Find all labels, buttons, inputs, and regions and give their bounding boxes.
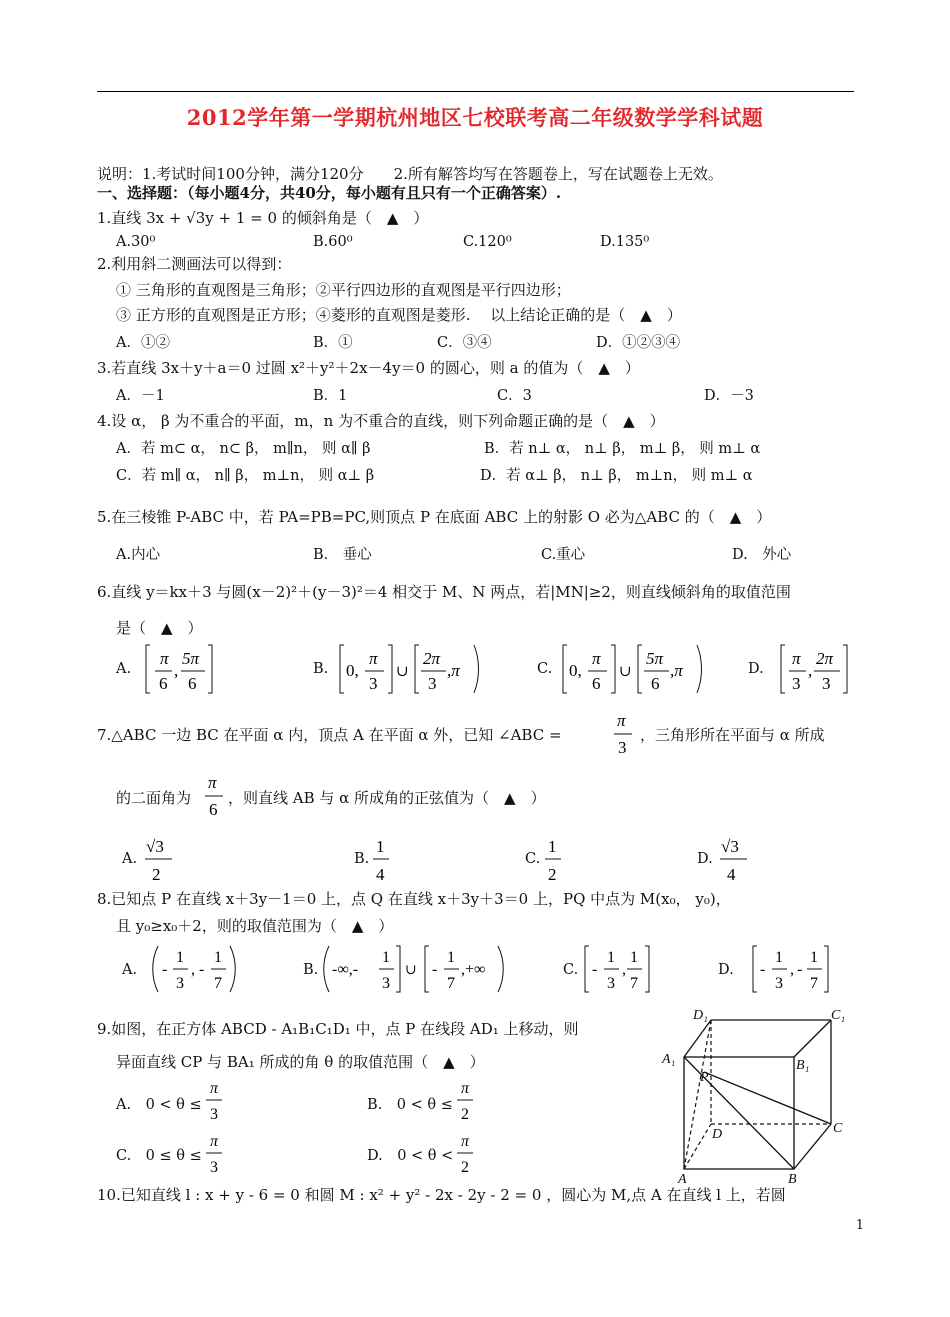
svg-text:6: 6 [209, 800, 218, 819]
q7-options-math [0, 828, 950, 888]
question-2-stem: 2.利用斜二测画法可以得到： [97, 255, 292, 273]
math-neg: - [199, 961, 205, 978]
label-c: C [833, 1121, 843, 1136]
math-2: 2 [152, 865, 161, 884]
q6-option-b: B. [313, 661, 329, 677]
label-d1: D₁ [693, 1008, 708, 1023]
math-3: 3 [607, 975, 615, 992]
math-3: 3 [428, 674, 437, 693]
q5-option-c: C.重心 [541, 547, 586, 563]
question-8-stem: 8.已知点 P 在直线 x＋3y－1＝0 上，点 Q 在直线 x＋3y＋3＝0 上，PQ 中点为 M(x₀， y₀)， [97, 890, 731, 908]
math-1: 1 [176, 949, 184, 966]
q1-option-c: C.120⁰ [463, 234, 512, 250]
top-rule [97, 91, 854, 92]
math-1: 1 [447, 949, 455, 966]
math-6: 6 [651, 674, 660, 693]
math-cup: ∪ [405, 963, 417, 978]
math-pi: π [592, 649, 601, 668]
q2-option-c: C．③④ [437, 335, 492, 351]
q4-option-a: A．若 m⊂ α， n⊂ β， m∥n， 则 α∥ β [116, 441, 371, 457]
q7-option-b: B. [354, 851, 370, 867]
math-comma: , [790, 961, 794, 978]
line-pc [704, 1072, 831, 1124]
math-1: 1 [548, 837, 557, 856]
math-2: 2 [461, 1159, 469, 1176]
edge-a1d1 [684, 1020, 711, 1057]
math-2: 2 [461, 1106, 469, 1123]
math-7: 7 [630, 975, 638, 992]
q7-option-d: D. [697, 851, 713, 867]
question-7-stem2-a: 的二面角为 [116, 789, 192, 807]
q2-line-1: ① 三角形的直观图是三角形；②平行四边形的直观图是平行四边形； [116, 281, 571, 299]
svg-text:π: π [617, 711, 626, 730]
bracket [146, 645, 212, 693]
math-7: 7 [447, 975, 455, 992]
question-6-stem-2: 是（ ▲ ） [116, 619, 203, 637]
math-zero: 0, [346, 661, 359, 680]
q6-options-math [0, 640, 950, 700]
label-a1: A₁ [662, 1052, 676, 1067]
question-1-stem: 1.直线 3x + √3y + 1 = 0 的倾斜角是（ ▲ ） [97, 209, 429, 227]
math-pos-inf: ,+∞ [461, 961, 486, 978]
math-3: 3 [775, 975, 783, 992]
question-7-stem2-b: ，则直线 AB 与 α 所成角的正弦值为（ ▲ ） [228, 789, 546, 807]
question-3-stem: 3.若直线 3x＋y＋a＝0 过圆 x²＋y²＋2x－4y＝0 的圆心，则 a 的值为（ ▲ ） [97, 359, 640, 377]
q4-option-b: B．若 n⊥ α， n⊥ β， m⊥ β， 则 m⊥ α [484, 441, 761, 457]
q6-option-c: C. [537, 661, 553, 677]
svg-text:3: 3 [618, 738, 627, 757]
q3-option-c: C．3 [497, 388, 532, 404]
math-pi: π [461, 1080, 470, 1097]
math-sqrt3: √3 [146, 837, 164, 856]
math-neg: - [797, 961, 803, 978]
question-9-stem: 9.如图，在正方体 ABCD - A₁B₁C₁D₁ 中，点 P 在线段 AD₁ 上移动，则 [97, 1020, 579, 1038]
math-zero: 0, [569, 661, 582, 680]
math-3: 3 [822, 674, 831, 693]
math-4: 4 [376, 865, 385, 884]
question-7-stem-b: ，三角形所在平面与 α 所成 [640, 726, 825, 744]
math-3: 3 [792, 674, 801, 693]
cube-figure [655, 1005, 855, 1185]
q8-options-math [0, 942, 950, 998]
edge-b1c1 [794, 1020, 831, 1057]
q1-option-d: D.135⁰ [600, 234, 650, 250]
math-2pi: 2π [816, 649, 834, 668]
math-6: 6 [592, 674, 601, 693]
q4-option-c: C．若 m∥ α， n∥ β， m⊥n， 则 α⊥ β [116, 468, 375, 484]
instructions: 说明：1.考试时间100分钟，满分120分 2.所有解答均写在答题卷上，写在试题卷上无效。 [97, 165, 723, 183]
bracket [781, 645, 847, 693]
q4-option-d: D．若 α⊥ β， n⊥ β， m⊥n， 则 m⊥ α [480, 468, 753, 484]
math-comma: , [191, 961, 195, 978]
math-1: 1 [775, 949, 783, 966]
math-pi: π [210, 1133, 219, 1150]
math-comma: , [808, 661, 813, 680]
q5-option-a: A.内心 [116, 547, 161, 563]
math-1: 1 [376, 837, 385, 856]
math-1: 1 [607, 949, 615, 966]
math-neg: - [162, 961, 168, 978]
page-number: 1 [855, 1218, 864, 1233]
label-b1: B₁ [796, 1058, 810, 1073]
question-5-stem: 5.在三棱锥 P-ABC 中，若 PA=PB=PC,则顶点 P 在底面 ABC 上的射影 O 必为△ABC 的（ ▲ ） [97, 508, 772, 526]
q2-option-a: A．①② [116, 335, 170, 351]
math-2: 2 [548, 865, 557, 884]
q6-option-a: A. [116, 661, 132, 677]
question-7-stem-a: 7.△ABC 一边 BC 在平面 α 内，顶点 A 在平面 α 外，已知 ∠ABC = [97, 726, 562, 744]
label-c1: C₁ [831, 1008, 846, 1023]
math-neg-inf: -∞,- [332, 961, 359, 978]
label-a: A [678, 1172, 687, 1185]
math-5pi: 5π [646, 649, 664, 668]
math-1: 1 [630, 949, 638, 966]
svg-text:π: π [208, 773, 217, 792]
q7-option-a: A. [122, 851, 138, 867]
q8-option-d: D. [718, 962, 734, 978]
q9-option-c: C. 0 ≤ θ ≤ [116, 1148, 202, 1164]
q6-option-d: D. [748, 661, 764, 677]
q5-option-d: D. 外心 [732, 547, 792, 563]
q7-option-c: C. [525, 851, 541, 867]
q3-option-d: D．－3 [704, 388, 754, 404]
math-pi: π [160, 649, 169, 668]
math-7: 7 [214, 975, 222, 992]
q9-option-b: B. 0 < θ ≤ [367, 1097, 453, 1113]
label-d: D [712, 1127, 723, 1142]
question-6-stem: 6.直线 y＝kx＋3 与圆(x－2)²＋(y－3)²＝4 相交于 M、N 两点，若|MN|≥2，则直线倾斜角的取值范围 [97, 583, 791, 601]
q9-option-d: D. 0 < θ < [367, 1148, 454, 1164]
math-comma-pi: ,π [447, 661, 460, 680]
q2-line-2: ③ 正方形的直观图是正方形；④菱形的直观图是菱形. 以上结论正确的是（ ▲ ） [116, 306, 682, 324]
q7-frac-pi-3 [612, 710, 636, 760]
math-comma-pi: ,π [670, 661, 683, 680]
math-4: 4 [727, 865, 736, 884]
math-1: 1 [382, 949, 390, 966]
q8-option-b: B. [303, 962, 319, 978]
question-4-stem: 4.设 α， β 为不重合的平面，m，n 为不重合的直线，则下列命题正确的是（ ▲ ） [97, 412, 665, 430]
q1-option-b: B.60⁰ [313, 234, 353, 250]
question-9-stem-2: 异面直线 CP 与 BA₁ 所成的角 θ 的取值范围（ ▲ ） [116, 1053, 485, 1071]
q7-frac-pi-6 [203, 772, 227, 822]
question-8-stem-2: 且 y₀≥x₀＋2，则的取值范围为（ ▲ ） [116, 917, 394, 935]
q3-option-b: B．1 [313, 388, 348, 404]
math-sqrt3: √3 [721, 837, 739, 856]
math-6: 6 [188, 674, 197, 693]
q2-option-b: B．① [313, 335, 353, 351]
section-heading: 一、选择题：（每小题4分，共40分，每小题有且只有一个正确答案）. [97, 184, 562, 202]
q8-option-c: C. [563, 962, 579, 978]
math-2pi: 2π [423, 649, 441, 668]
math-neg: - [760, 961, 766, 978]
math-pi: π [461, 1133, 470, 1150]
math-3: 3 [369, 674, 378, 693]
math-pi: π [369, 649, 378, 668]
math-cup: ∪ [396, 664, 409, 680]
math-neg: - [592, 961, 598, 978]
q3-option-a: A．－1 [116, 388, 165, 404]
q1-option-a: A.30⁰ [116, 234, 156, 250]
math-6: 6 [159, 674, 168, 693]
math-5pi: 5π [182, 649, 200, 668]
math-comma: , [174, 661, 179, 680]
math-7: 7 [810, 975, 818, 992]
math-1: 1 [810, 949, 818, 966]
math-pi: π [792, 649, 801, 668]
question-10-stem: 10.已知直线 l : x + y - 6 = 0 和圆 M : x² + y² - 2x - 2y - 2 = 0 ，圆心为 M,点 A 在直线 l 上，若圆 [97, 1186, 786, 1204]
hidden-diag-ad1 [684, 1020, 711, 1169]
math-comma: , [622, 961, 626, 978]
math-3: 3 [210, 1159, 218, 1176]
math-3: 3 [210, 1106, 218, 1123]
math-cup: ∪ [619, 664, 632, 680]
math-3: 3 [382, 975, 390, 992]
q2-option-d: D．①②③④ [596, 335, 681, 351]
q5-option-b: B. 垂心 [313, 547, 372, 563]
page-title: 2012学年第一学期杭州地区七校联考高二年级数学学科试题 [186, 105, 764, 130]
label-b: B [788, 1172, 797, 1185]
edge-bc [794, 1124, 831, 1169]
math-pi: π [210, 1080, 219, 1097]
q8-option-a: A. [122, 962, 138, 978]
math-neg: - [432, 961, 438, 978]
q9-option-a: A. 0 < θ ≤ [116, 1097, 202, 1113]
label-p: P [700, 1070, 709, 1085]
q9-options-math [0, 1076, 520, 1182]
math-1: 1 [214, 949, 222, 966]
math-3: 3 [176, 975, 184, 992]
